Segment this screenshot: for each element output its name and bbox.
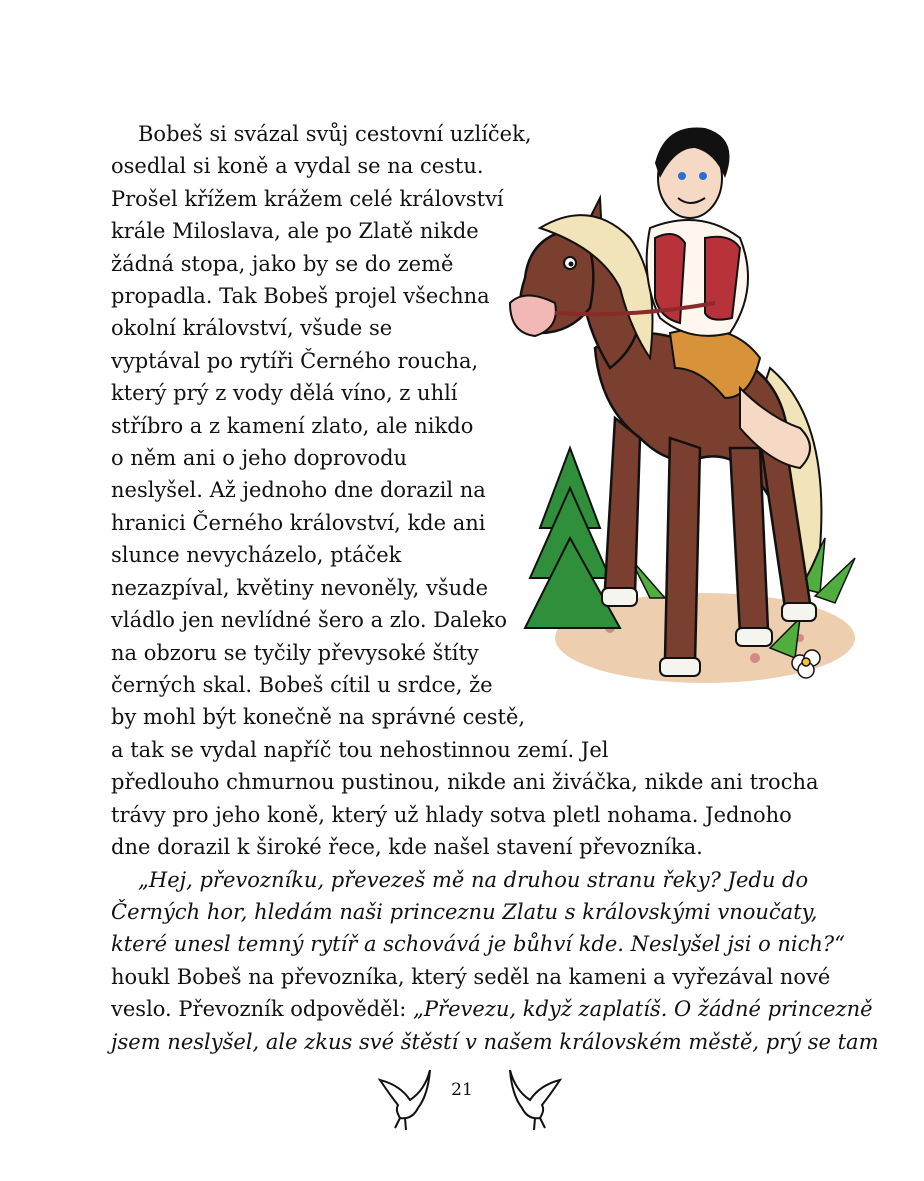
text-line: Prošel křížem krážem celé království — [111, 186, 504, 211]
text-line: o něm ani o jeho doprovodu — [111, 446, 408, 471]
text-line: propadla. Tak Bobeš projel všechna — [111, 284, 490, 309]
text-line: Bobeš si svázal svůj cestovní uzlíček, — [138, 122, 532, 146]
bobes-on-horse-illustration — [500, 118, 880, 718]
text-line: na obzoru se tyčily převysoké štíty — [111, 640, 479, 665]
rider-eye — [678, 172, 686, 180]
text-line: osedlal si koně a vydal se na cestu. — [111, 154, 484, 179]
text-line: trávy pro jeho koně, který už hlady sotva pletl nohama. Jednoho — [111, 802, 792, 827]
page-number: 21 — [451, 1080, 473, 1100]
rider-eye — [699, 172, 707, 180]
text-line: dne dorazil k široké řece, kde našel stavení převozníka. — [111, 835, 703, 860]
text-line: stříbro a z kamení zlato, ale nikdo — [111, 413, 474, 438]
text-line: předlouho chmurnou pustinou, nikde ani živáčka, nikde ani trocha — [111, 770, 819, 795]
text-line: slunce nevycházelo, ptáček — [111, 543, 402, 568]
speech-line: „Hej, převozníku, převezeš mě na druhou stranu řeky? Jedu do — [138, 867, 809, 892]
pebble — [750, 653, 760, 663]
speech-line: jsem neslyšel, ale zkus své štěstí v našem královském městě, prý se tam — [111, 1029, 879, 1054]
text-line: nezazpíval, květiny nevoněly, všude — [111, 575, 489, 600]
text-line: vládlo jen nevlídné šero a zlo. Daleko — [111, 608, 508, 633]
text-line: hranici Černého království, kde ani — [111, 510, 486, 535]
dove-icon — [380, 1070, 430, 1130]
wide-text-column — [111, 734, 879, 1058]
speech-line: Černých hor, hledám naši princeznu Zlatu s královskými vnoučaty, — [111, 900, 818, 925]
text-line: okolní království, všude se — [111, 316, 393, 341]
mixed-line — [111, 993, 873, 1025]
text-line: houkl Bobeš na převozníka, který seděl na kameni a vyřezával nové — [111, 964, 831, 989]
text-line: žádná stopa, jako by se do země — [111, 251, 454, 276]
text-line: a tak se vydal napříč tou nehostinnou zemí. Jel — [111, 738, 609, 762]
text-line: by mohl být konečně na správné cestě, — [111, 705, 526, 730]
text-line: černých skal. Bobeš cítil u srdce, že — [111, 672, 493, 697]
narrow-text-column — [111, 118, 551, 734]
italic-fragment: „Převezu, když zaplatíš. O žádné princezně — [413, 997, 873, 1022]
text-line: vyptával po rytíři Černého roucha, — [111, 348, 479, 373]
speech-line: které unesl temný rytíř a schovává je bůhví kde. Neslyšel jsi o nich?“ — [111, 932, 845, 957]
text-line: krále Miloslava, ale po Zlatě nikde — [111, 219, 479, 244]
text-line: který prý z vody dělá víno, z uhlí — [111, 381, 458, 406]
plain-fragment: veslo. Převozník odpověděl: — [111, 997, 414, 1022]
dove-icon — [510, 1070, 560, 1130]
text-line: neslyšel. Až jednoho dne dorazil na — [111, 478, 486, 503]
